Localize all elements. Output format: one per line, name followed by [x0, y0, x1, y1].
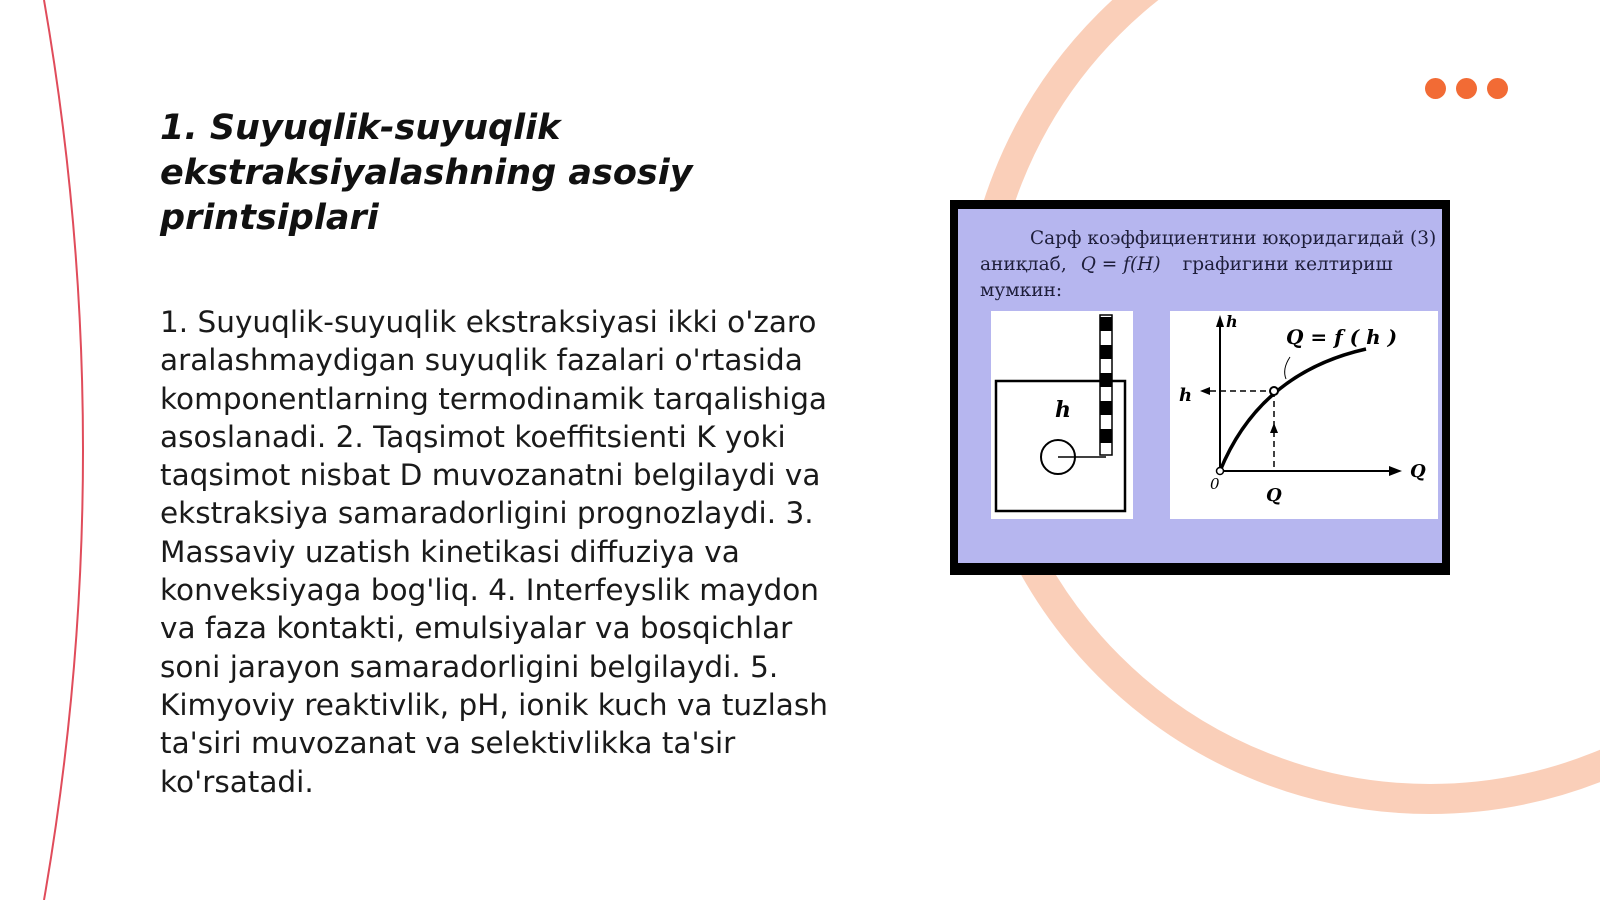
dot-2 — [1456, 78, 1477, 99]
curve-point — [1270, 387, 1278, 395]
tank-h-label: h — [1055, 397, 1071, 423]
y-axis-arrow — [1216, 315, 1224, 327]
y-axis-label: h — [1226, 312, 1238, 331]
gauge-mark-4 — [1100, 401, 1112, 415]
rating-curve — [1220, 349, 1366, 471]
gauge-mark-3 — [1100, 373, 1112, 387]
h-guide-arrow — [1200, 387, 1210, 395]
caption-formula: Q = f(H) — [1080, 254, 1161, 275]
gauge-mark-1 — [1100, 317, 1112, 331]
tank-diagram-panel — [991, 311, 1133, 519]
figure-caption — [980, 226, 1437, 304]
slide-body-text: 1. Suyuqlik-suyuqlik ekstraksiyasi ikki o'zaro aralashmaydigan suyuqlik fazalari o'rtasida komponentlarning termodinamik tarqalishiga asoslanadi. 2. Taqsimot koeffitsienti K yoki taqsimot nisbat D muvozanatni belgilaydi va ekstraksiya samaradorligini prognozlaydi. 3. Massaviy uzatish kinetikasi diffuziya va konveksiyaga bog'liq. 4. Interfeyslik maydon va faza kontakti, emulsiyalar va bosqichlar soni jarayon samaradorligini belgilaydi. 5. Kimyoviy reaktivlik, pH, ionik kuch va tuzlash ta'siri muvozanat va selektivlikka ta'sir ko'rsatadi. — [160, 305, 828, 799]
dot-3 — [1487, 78, 1508, 99]
gauge-mark-2 — [1100, 345, 1112, 359]
rating-curve-graph — [1170, 311, 1438, 519]
caption-line-3: мумкин: — [980, 280, 1063, 301]
slide-title: 1. Suyuqlik-suyuqlik ekstraksiyalashning asosiy printsiplari — [160, 108, 693, 238]
x-axis-label: Q — [1410, 461, 1426, 482]
caption-line-1: Сарф коэффициентини юқоридагидай (3) — [1030, 228, 1437, 249]
origin-point — [1217, 468, 1224, 475]
origin-label: 0 — [1210, 475, 1220, 493]
left-edge-curve — [44, 0, 83, 900]
x-axis-arrow — [1389, 466, 1402, 476]
caption-line-2-start: аниқлаб, — [980, 254, 1067, 275]
gauge-mark-5 — [1100, 429, 1112, 443]
dot-1 — [1425, 78, 1446, 99]
q-mark-label: Q — [1266, 485, 1282, 506]
h-mark-label: h — [1179, 385, 1193, 406]
rating-curve-panel — [1170, 311, 1438, 519]
q-guide-arrow — [1270, 423, 1278, 433]
curve-label: Q = f ( h ) — [1286, 325, 1398, 349]
label-leader — [1285, 357, 1290, 379]
figure-content — [958, 209, 1442, 563]
menu-dots-icon — [1425, 78, 1515, 100]
tank-diagram — [991, 311, 1133, 519]
caption-line-2 — [980, 252, 1430, 278]
caption-line-2-end: графигини келтириш — [1182, 254, 1393, 275]
figure-image — [950, 200, 1450, 575]
